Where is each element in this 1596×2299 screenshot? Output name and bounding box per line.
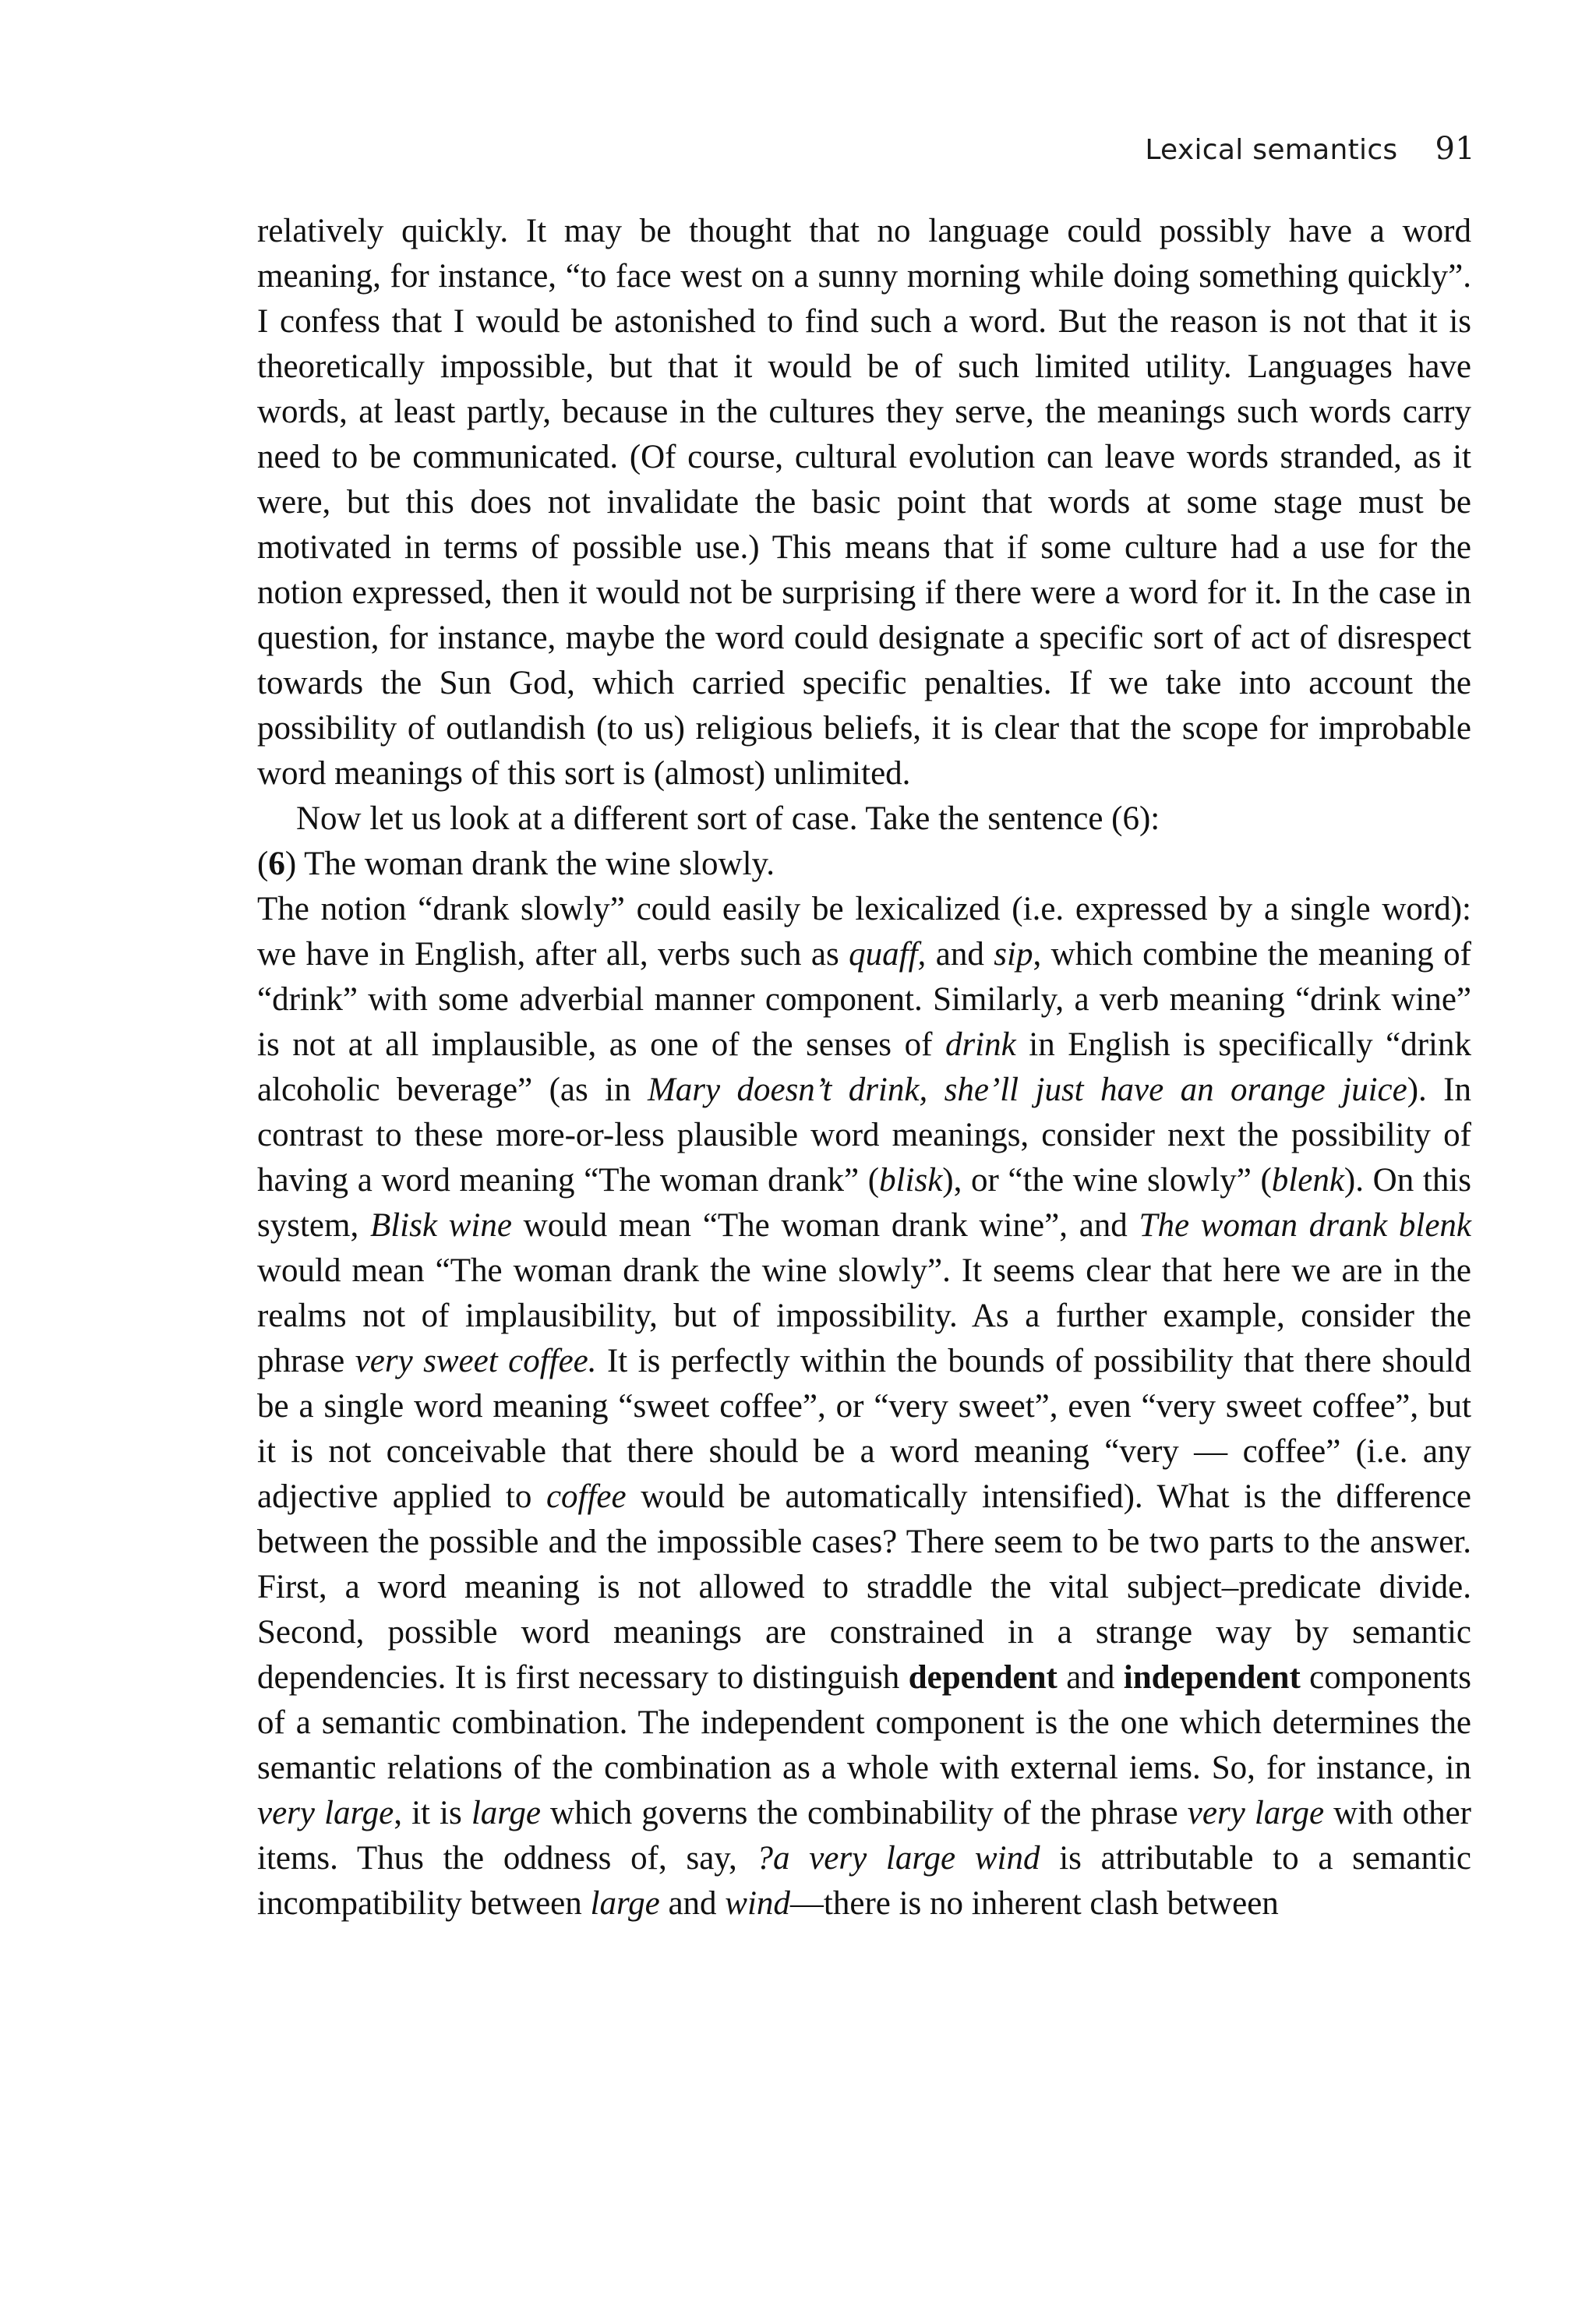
text-run: ). In contrast to these more-or-less plausible word meanings, consider next the possibility of having a word meaning “The woman drank” ( xyxy=(257,1072,1471,1199)
italic-term: sip xyxy=(994,936,1033,973)
paragraph-continuation xyxy=(257,209,1471,796)
running-head xyxy=(1145,131,1475,167)
text-run: The notion “drank slowly” could easily be lexicalized (i.e. expressed by a single word): we have in English, after all, verbs such as xyxy=(257,891,1471,973)
text-run: relatively quickly. It may be thought that no language could possibly have a word meaning, for instance, “to face west on a sunny morning while doing something quickly”. I confess that I would be astonished to find such a word. But the reason is not that it is theoretically impossible, but that it would be of such limited utility. Languages have words, at least partly, because in the cultures they serve, the meanings such words carry need to be communicated. (Of course, cultural evolution can leave words stranded, as it were, but this does not invalidate the basic point that words at some stage must be motivated in terms of possible use.) This means that if some culture had a use for the notion expressed, then it would not be surprising if there were a word for it. In the case in question, for instance, maybe the word could designate a specific sort of act of disrespect towards the Sun God, which carried specific penalties. If we take into account the possibility of outlandish (to us) religious beliefs, it is clear that the scope for improbable word meanings of this sort is (almost) unlimited. xyxy=(257,213,1471,792)
text-run: , it is xyxy=(394,1795,471,1831)
text-run: components of a semantic combination. The independent component is the one which determines the semantic relations of the combination as a whole with external iems. So, for instance, in xyxy=(257,1659,1471,1786)
example-sentence xyxy=(257,842,1471,887)
text-run: with other items. Thus the oddness of, say, xyxy=(257,1795,1471,1877)
italic-term: blisk xyxy=(879,1162,943,1199)
italic-term: coffee xyxy=(546,1478,627,1515)
text-run: would be automatically intensified). What is the difference between the possible and the impossible cases? There seem to be two parts to the answer. First, a word meaning is not allowed to straddle the vital subject–predicate divide. Second, possible word meanings are constrained in a strange way by semantic dependencies. It is first necessary to distinguish xyxy=(257,1478,1471,1696)
italic-term: very sweet coffee. xyxy=(355,1343,597,1379)
text-run: in English is specifically “drink alcoholic beverage” (as in xyxy=(257,1026,1471,1108)
text-run: Now let us look at a different sort of case. Take the sentence (6): xyxy=(296,800,1160,837)
running-title: Lexical semantics xyxy=(1145,134,1398,166)
italic-term: Blisk wine xyxy=(369,1207,512,1244)
body-text xyxy=(257,209,1471,1926)
bold-term: independent xyxy=(1123,1659,1301,1696)
text-run: —there is no inherent clash between xyxy=(789,1885,1279,1922)
italic-term: very large xyxy=(1187,1795,1325,1831)
italic-term: drink xyxy=(945,1026,1016,1063)
italic-term: ?a very large wind xyxy=(756,1840,1040,1877)
paragraph-case-intro xyxy=(257,796,1471,842)
text-run: and xyxy=(1057,1659,1124,1696)
italic-term: large xyxy=(471,1795,541,1831)
text-run: ), or “the wine slowly” ( xyxy=(942,1162,1272,1199)
text-run: is attributable to a semantic incompatibility between xyxy=(257,1840,1471,1922)
paragraph-lexicalization xyxy=(257,887,1471,1926)
italic-term: quaff, xyxy=(849,936,927,973)
text-run: , which combine the meaning of “drink” with some adverbial manner component. Similarly, a verb meaning “drink wine” is not at all implausible, as one of the senses of xyxy=(257,936,1471,1063)
italic-term: blenk xyxy=(1271,1162,1344,1199)
text-run: and xyxy=(926,936,994,973)
example-text: The woman drank the wine slowly. xyxy=(304,846,775,882)
text-run: and xyxy=(659,1885,726,1922)
italic-term: very large xyxy=(257,1795,394,1831)
example-number-label: (6) xyxy=(257,846,297,882)
italic-term: Mary doesn’t drink, she’ll just have an orange juice xyxy=(647,1072,1407,1108)
italic-term: The woman drank blenk xyxy=(1139,1207,1471,1244)
italic-term: wind xyxy=(725,1885,790,1922)
text-run: ). On this system, xyxy=(257,1162,1472,1244)
text-run: would mean “The woman drank the wine slowly”. It seems clear that here we are in the realms not of implausibility, but of impossibility. As a further example, consider the phrase xyxy=(257,1252,1471,1379)
italic-term: large xyxy=(590,1885,660,1922)
text-run: which governs the combinability of the phrase xyxy=(540,1795,1188,1831)
text-run: would mean “The woman drank wine”, and xyxy=(511,1207,1139,1244)
page-number: 91 xyxy=(1435,131,1475,167)
text-run: It is perfectly within the bounds of possibility that there should be a single word meaning “sweet coffee”, or “very sweet”, even “very sweet coffee”, but it is not conceivable that there should be a word meaning “very — coffee” (i.e. any adjective applied to xyxy=(257,1343,1471,1515)
bold-term: dependent xyxy=(908,1659,1058,1696)
